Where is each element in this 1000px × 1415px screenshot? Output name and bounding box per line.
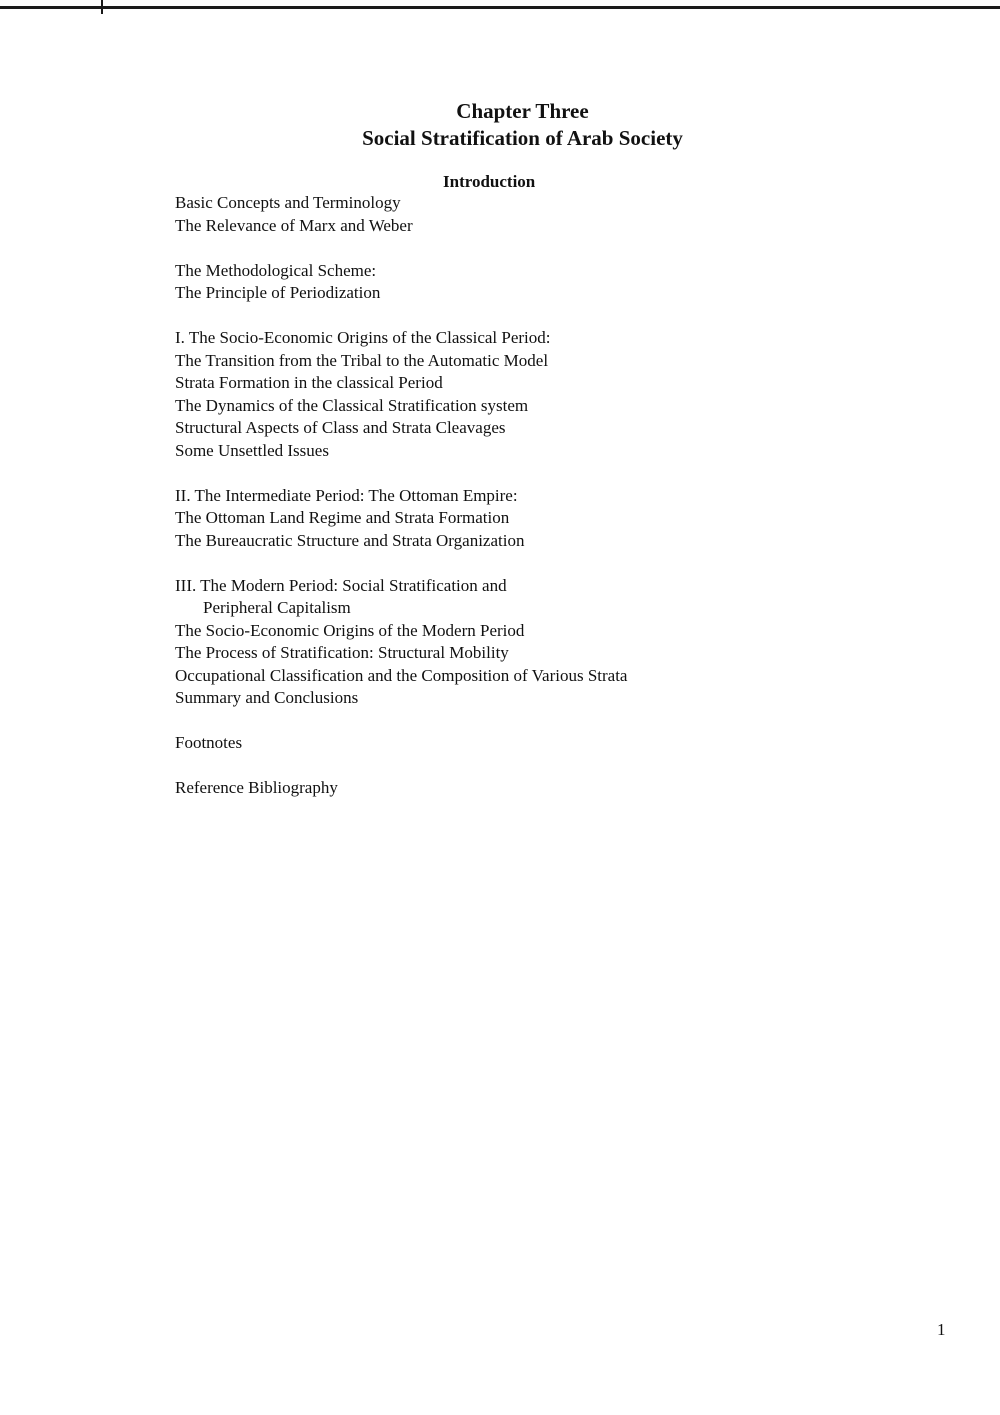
toc-item: Strata Formation in the classical Period bbox=[175, 373, 443, 392]
toc-section-heading: III. The Modern Period: Social Stratification and bbox=[175, 575, 507, 595]
toc-group-methodology bbox=[175, 260, 955, 305]
toc-item: The Relevance of Marx and Weber bbox=[175, 215, 413, 235]
toc-item: Basic Concepts and Terminology bbox=[175, 193, 401, 212]
toc-item: The Transition from the Tribal to the Automatic Model bbox=[175, 350, 549, 370]
toc-item-bibliography: Reference Bibliography bbox=[175, 778, 338, 797]
chapter-number: Chapter Three bbox=[456, 99, 589, 123]
chapter-title: Social Stratification of Arab Society bbox=[362, 126, 683, 150]
introduction-heading: Introduction bbox=[443, 172, 536, 191]
toc-item: The Process of Stratification: Structural Mobility bbox=[175, 643, 509, 662]
toc-group-classical-period bbox=[175, 327, 955, 462]
toc-group-concepts bbox=[175, 192, 955, 237]
toc-item: The Principle of Periodization bbox=[175, 283, 381, 302]
toc-item: The Ottoman Land Regime and Strata Formation bbox=[175, 508, 510, 527]
toc-group-bibliography bbox=[175, 777, 955, 800]
toc-item-footnotes: Footnotes bbox=[175, 733, 243, 752]
toc-group-modern-period bbox=[175, 575, 955, 710]
toc-group-footnotes bbox=[175, 732, 955, 755]
toc-item: The Methodological Scheme: bbox=[175, 260, 377, 280]
top-rule bbox=[0, 6, 1000, 9]
top-rule-tick bbox=[101, 0, 103, 14]
toc-item: The Socio-Economic Origins of the Modern Period bbox=[175, 620, 525, 640]
toc-section-heading: II. The Intermediate Period: The Ottoman Empire: bbox=[175, 485, 518, 505]
toc-item: The Bureaucratic Structure and Strata Organization bbox=[175, 530, 525, 550]
toc-section-heading-continued: Peripheral Capitalism bbox=[203, 598, 351, 617]
toc-item: Summary and Conclusions bbox=[175, 688, 359, 707]
toc-group-intermediate-period bbox=[175, 485, 955, 553]
toc-item: Structural Aspects of Class and Strata Cleavages bbox=[175, 418, 506, 437]
table-of-contents bbox=[175, 192, 955, 822]
toc-item: The Dynamics of the Classical Stratification system bbox=[175, 395, 529, 415]
toc-item: Occupational Classification and the Composition of Various Strata bbox=[175, 665, 628, 685]
toc-section-heading: I. The Socio-Economic Origins of the Classical Period: bbox=[175, 328, 551, 347]
page-number: 1 bbox=[937, 1320, 946, 1339]
toc-item: Some Unsettled Issues bbox=[175, 440, 329, 460]
